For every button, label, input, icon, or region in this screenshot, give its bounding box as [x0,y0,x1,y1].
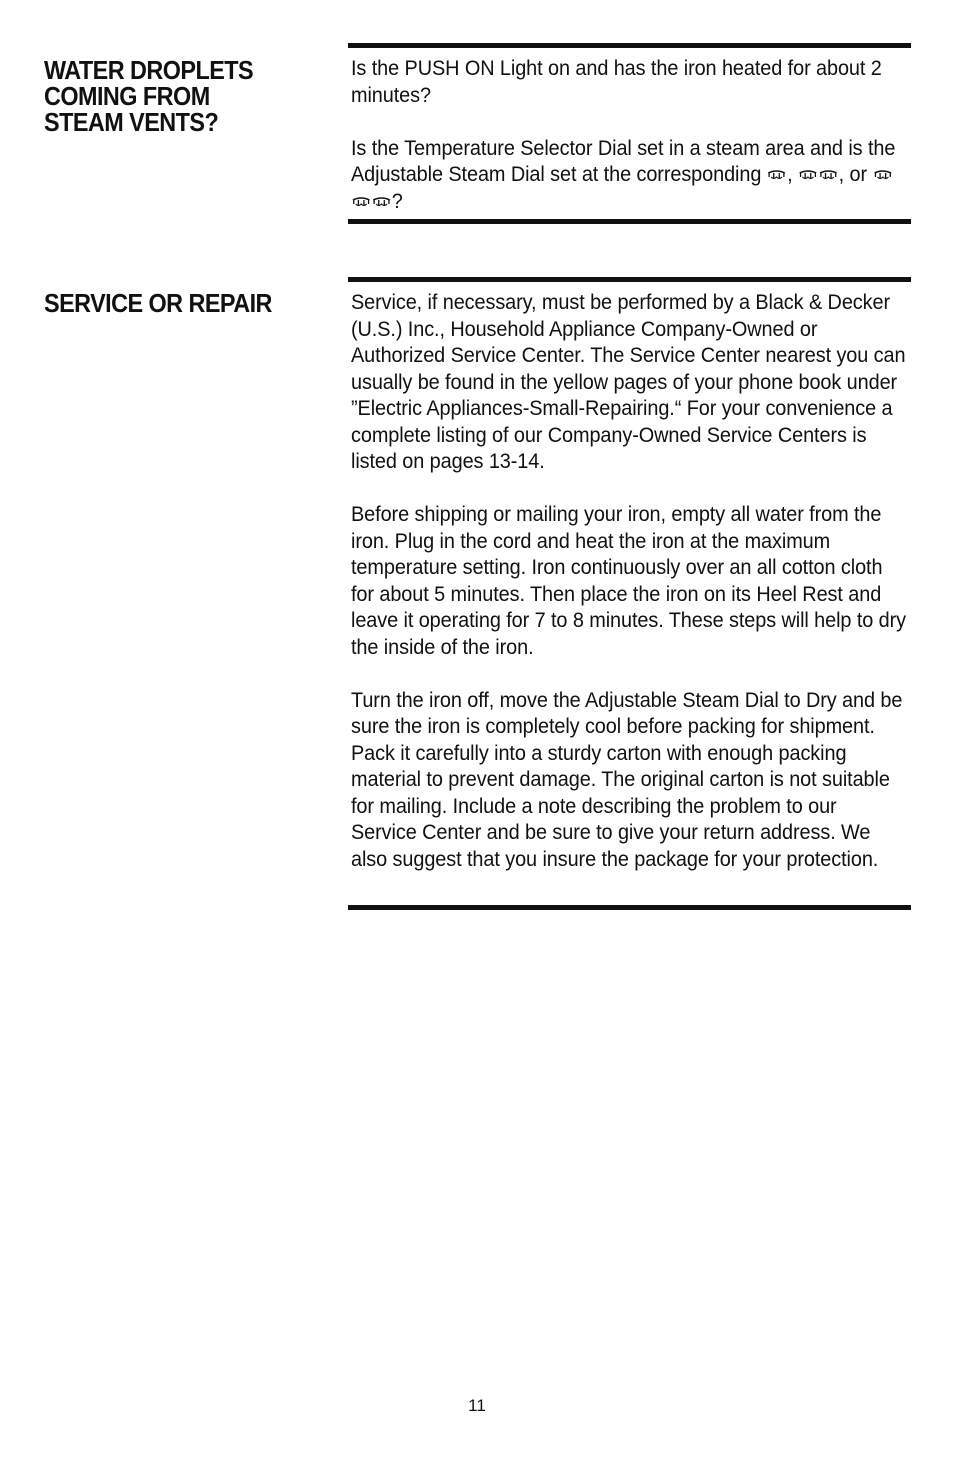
body-text: Is the Temperature Selector Dial set in a steam area and is the Adjustable Steam Dial set at the corresponding [351,135,896,186]
steam-symbol-icon [351,195,371,209]
steam-symbol-icon [798,168,818,182]
body-text: ? [391,188,403,213]
section-body-service-or-repair [351,289,906,872]
heading-line: STEAM VENTS? [44,107,219,137]
heading-line: COMING FROM [44,81,210,111]
body-paragraph: Before shipping or mailing your iron, empty all water from the iron. Plug in the cord and heat the iron at the maximum temperature setting. Iron continuously over an all cotton cloth for about 5 minutes. Then place the iron on its Heel Rest and leave it operating for 7 to 8 minutes. These steps will help to dry the inside of the iron. [351,502,907,659]
section-heading-water-droplets [44,57,305,135]
section-heading-service-or-repair [44,290,305,316]
body-text: , [787,162,793,186]
body-paragraph: Is the PUSH ON Light on and has the iron heated for about 2 minutes? [351,56,882,107]
heading-line: SERVICE OR REPAIR [44,288,272,318]
body-paragraph-steam-settings [351,135,906,215]
steam-symbol-icon [818,168,838,182]
body-text: , or [838,162,868,186]
section-body-water-droplets [351,55,906,214]
section-top-rule [348,43,911,48]
heading-line: WATER DROPLETS [44,55,254,85]
section-bottom-rule [348,905,911,910]
page-number: 11 [468,1396,486,1415]
body-paragraph: Service, if necessary, must be performed by a Black & Decker (U.S.) Inc., Household Appliance Company-Owned or Authorized Service Center. The Service Center nearest you can usually be found in the yellow pages of your phone book under ”Electric Appliances-Small-Repairing.“ For your convenience a complete listing of our Company-Owned Service Centers is listed on pages 13-14. [351,290,906,473]
section-bottom-rule [348,219,911,224]
steam-symbol-icon [767,168,787,182]
steam-symbol-icon [872,168,892,182]
section-top-rule [348,277,911,282]
body-paragraph: Turn the iron off, move the Adjustable Steam Dial to Dry and be sure the iron is completely cool before packing for shipment. Pack it carefully into a sturdy carton with enough packing material to prevent damage. The original carton is not suitable for mailing. Include a note describing the problem to our Service Center and be sure to give your return address. We also suggest that you insure the package for your protection. [351,687,903,871]
steam-symbol-icon [371,195,391,209]
